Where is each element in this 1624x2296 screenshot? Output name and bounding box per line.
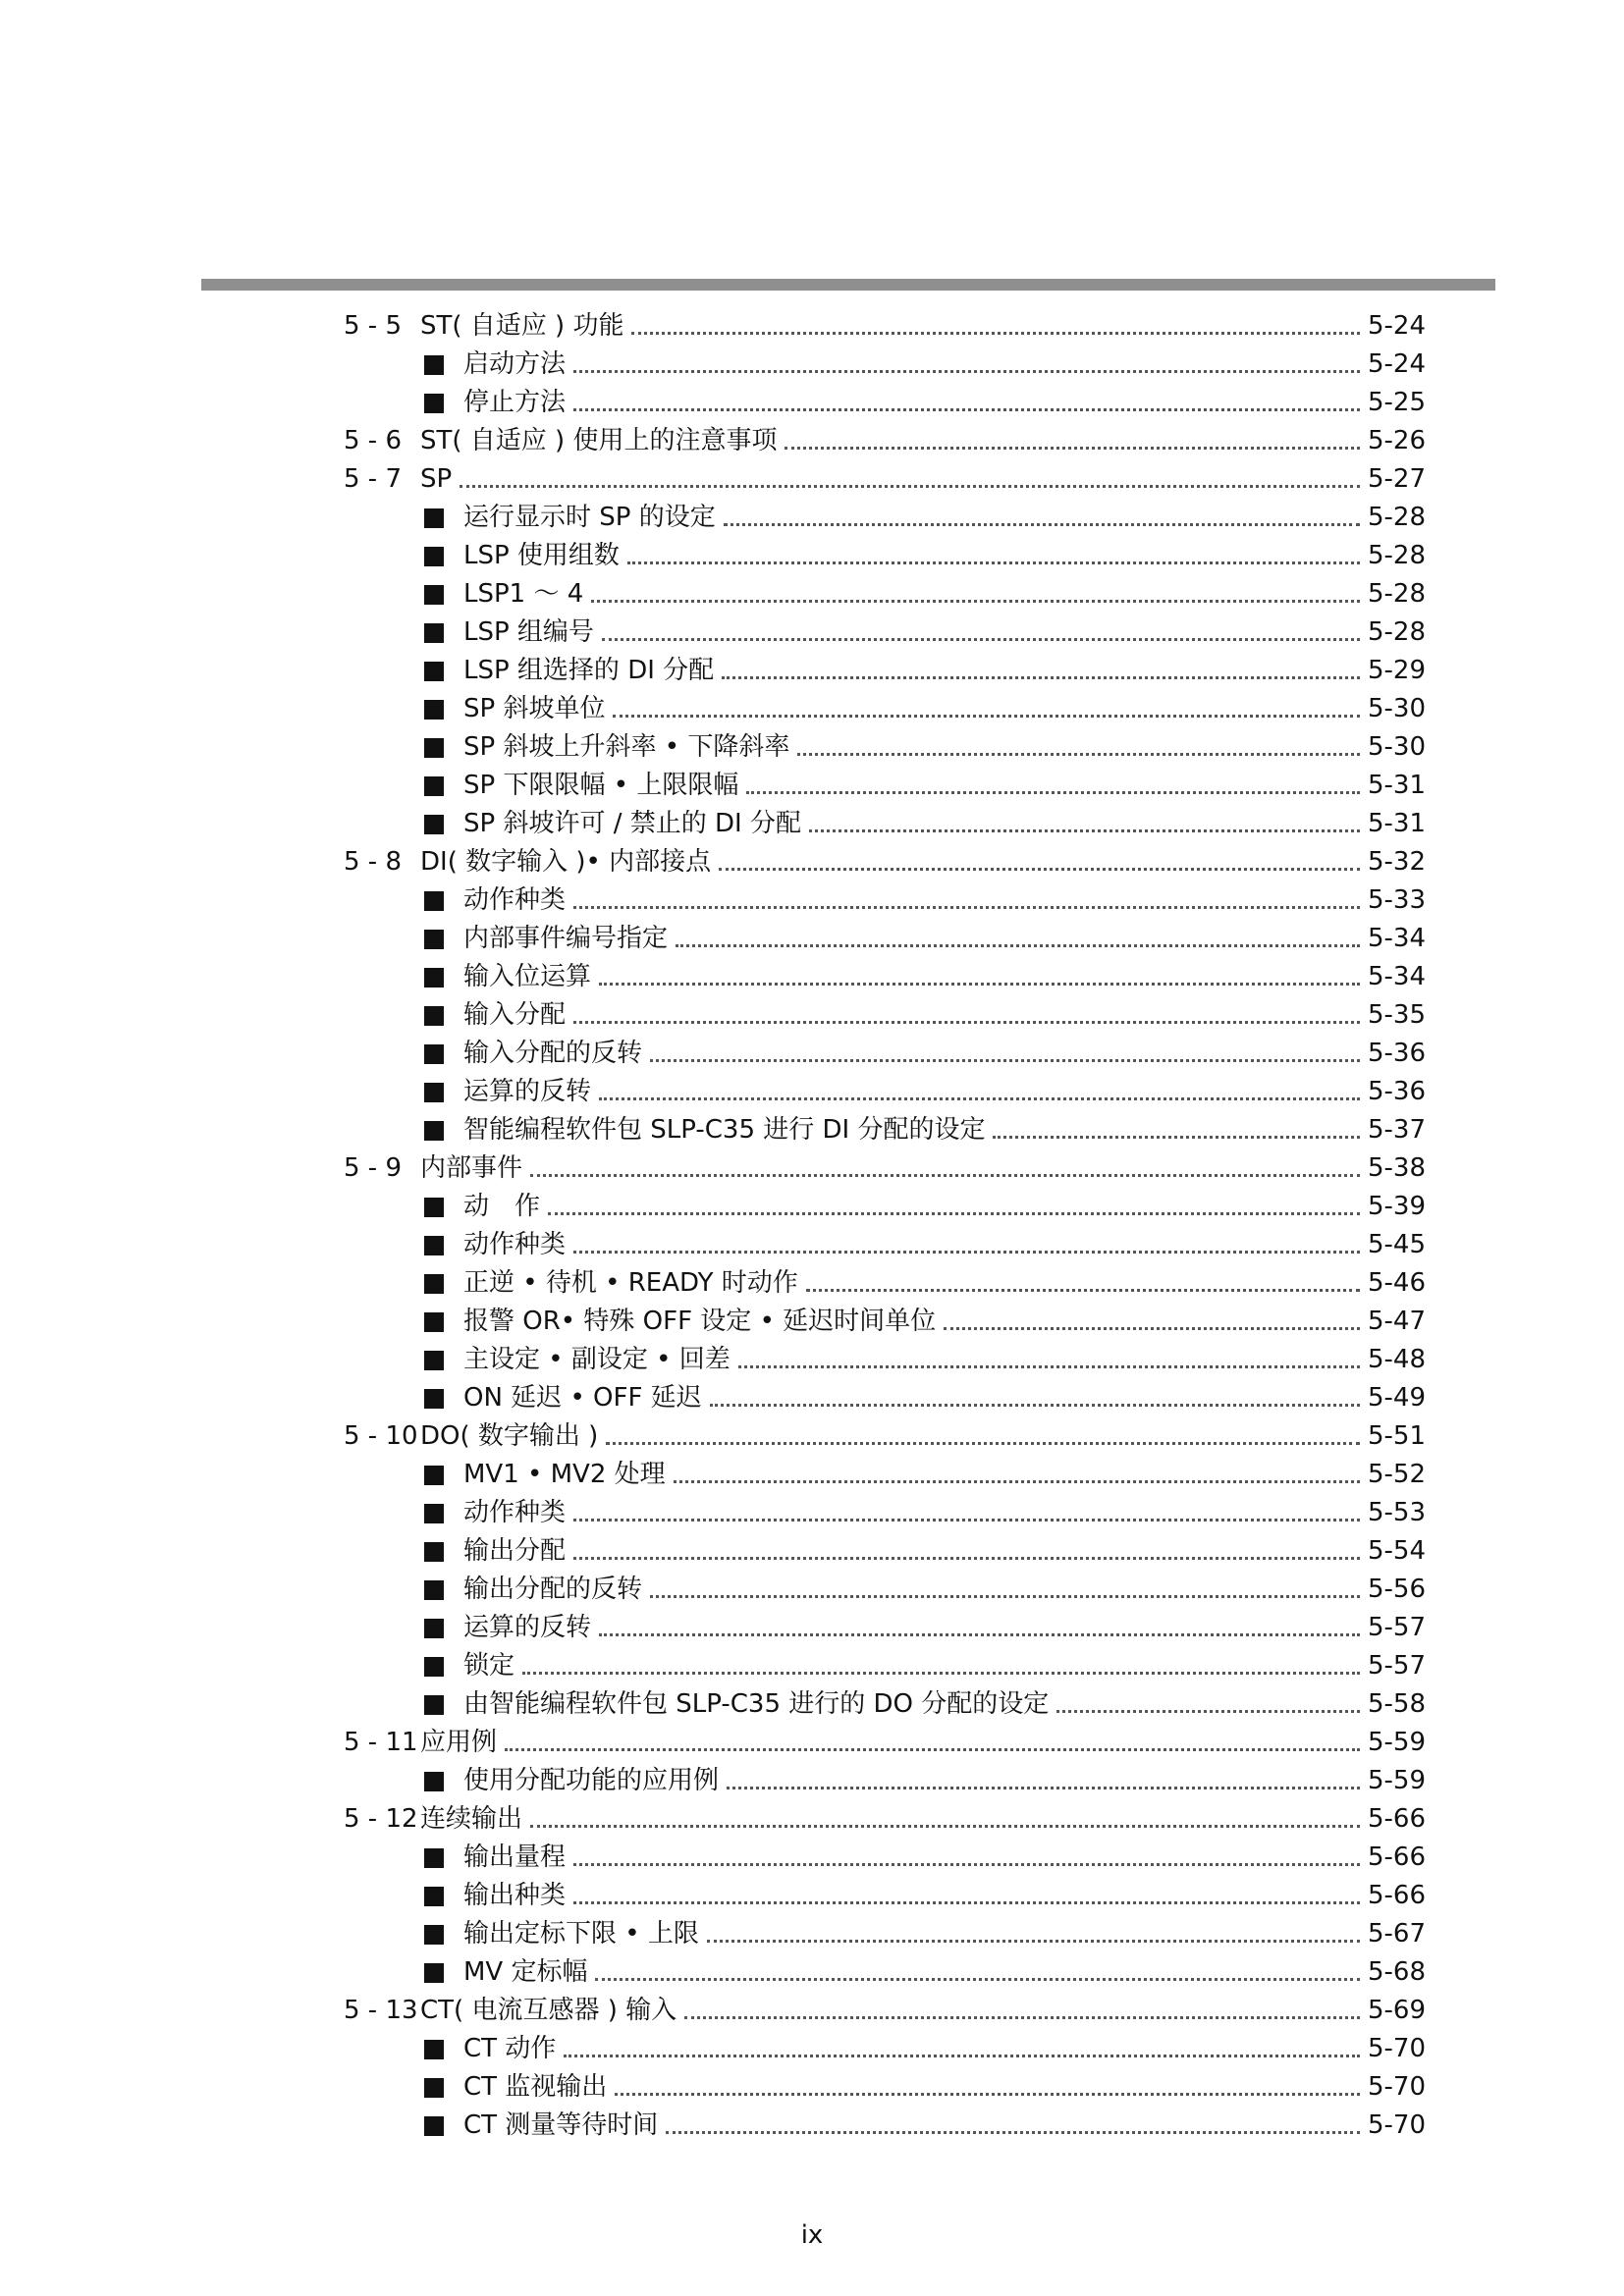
toc-subsection-entry[interactable] <box>0 1571 1624 1609</box>
dot-leader <box>460 485 1360 488</box>
entry-page-number: 5-34 <box>1367 962 1426 991</box>
dot-leader <box>674 1480 1360 1483</box>
entry-line <box>422 1039 1426 1068</box>
entry-page-number: 5-45 <box>1367 1230 1426 1259</box>
toc-subsection-entry[interactable] <box>0 1685 1624 1724</box>
toc-subsection-entry[interactable] <box>0 690 1624 728</box>
entry-line <box>422 885 1426 915</box>
entry-title: 输入分配的反转 <box>463 1039 643 1068</box>
toc-subsection-entry[interactable] <box>0 1839 1624 1877</box>
dot-leader <box>615 2093 1360 2096</box>
square-bullet-icon <box>424 1887 444 1906</box>
section-number: 5 - 13 <box>344 1996 418 2025</box>
entry-page-number: 5-32 <box>1367 847 1426 877</box>
entry-line <box>422 694 1426 723</box>
entry-line <box>422 1115 1426 1145</box>
section-number: 5 - 7 <box>344 464 402 494</box>
entry-line <box>420 1728 1426 1757</box>
dot-leader <box>599 1097 1360 1100</box>
dot-leader <box>684 2016 1360 2019</box>
entry-title: 运行显示时 SP 的设定 <box>463 503 716 532</box>
entry-title: 输出分配 <box>463 1536 567 1566</box>
entry-line <box>422 1345 1426 1374</box>
entry-title: 运算的反转 <box>463 1077 592 1106</box>
toc-subsection-entry[interactable] <box>0 1188 1624 1226</box>
entry-line <box>422 1575 1426 1604</box>
toc-subsection-entry[interactable] <box>0 614 1624 652</box>
dot-leader <box>738 1365 1360 1368</box>
square-bullet-icon <box>424 394 444 413</box>
entry-title: SP 斜坡许可 / 禁止的 DI 分配 <box>463 809 801 838</box>
square-bullet-icon <box>424 930 444 949</box>
square-bullet-icon <box>424 1466 444 1485</box>
entry-title: CT 动作 <box>463 2034 557 2063</box>
entry-page-number: 5-66 <box>1367 1881 1426 1910</box>
entry-line <box>422 924 1426 953</box>
dot-leader <box>602 638 1360 641</box>
entry-title: 输出量程 <box>463 1842 567 1872</box>
entry-title: CT 监视输出 <box>463 2072 608 2102</box>
entry-line <box>422 1383 1426 1413</box>
header-rule <box>201 279 1495 291</box>
entry-page-number: 5-24 <box>1367 311 1426 341</box>
square-bullet-icon <box>424 968 444 988</box>
dot-leader <box>650 1059 1360 1062</box>
entry-page-number: 5-57 <box>1367 1613 1426 1642</box>
entry-page-number: 5-54 <box>1367 1536 1426 1566</box>
dot-leader <box>809 829 1360 832</box>
dot-leader <box>573 1021 1360 1024</box>
section-number: 5 - 8 <box>344 847 402 877</box>
section-number: 5 - 6 <box>344 426 402 455</box>
toc-subsection-entry[interactable] <box>0 1073 1624 1111</box>
entry-title: 内部事件 <box>420 1153 523 1183</box>
entry-title: 运算的反转 <box>463 1613 592 1642</box>
entry-title: 使用分配功能的应用例 <box>463 1766 720 1795</box>
dot-leader <box>944 1327 1360 1330</box>
entry-line <box>422 1881 1426 1910</box>
entry-page-number: 5-25 <box>1367 388 1426 417</box>
entry-line <box>422 1230 1426 1259</box>
entry-line <box>420 1804 1426 1834</box>
dot-leader <box>573 906 1360 909</box>
dot-leader <box>613 715 1360 718</box>
toc-section-entry[interactable] <box>0 422 1624 460</box>
entry-line <box>422 656 1426 685</box>
entry-page-number: 5-39 <box>1367 1192 1426 1221</box>
square-bullet-icon <box>424 1121 444 1141</box>
dot-leader <box>710 1404 1360 1407</box>
entry-title: ST( 自适应 ) 使用上的注意事项 <box>420 426 778 455</box>
square-bullet-icon <box>424 623 444 643</box>
dot-leader <box>666 2131 1360 2134</box>
entry-page-number: 5-70 <box>1367 2110 1426 2140</box>
square-bullet-icon <box>424 1504 444 1523</box>
entry-line <box>420 464 1426 494</box>
square-bullet-icon <box>424 738 444 758</box>
entry-page-number: 5-29 <box>1367 656 1426 685</box>
section-number: 5 - 10 <box>344 1421 418 1451</box>
entry-page-number: 5-36 <box>1367 1077 1426 1106</box>
entry-line <box>420 1421 1426 1451</box>
square-bullet-icon <box>424 1083 444 1102</box>
entry-title: 正逆 • 待机 • READY 时动作 <box>463 1268 798 1298</box>
square-bullet-icon <box>424 2078 444 2098</box>
entry-page-number: 5-35 <box>1367 1000 1426 1030</box>
toc-subsection-entry[interactable] <box>0 1532 1624 1571</box>
entry-page-number: 5-30 <box>1367 732 1426 762</box>
entry-page-number: 5-33 <box>1367 885 1426 915</box>
entry-line <box>422 349 1426 379</box>
toc-subsection-entry[interactable] <box>0 1915 1624 1953</box>
square-bullet-icon <box>424 1925 444 1945</box>
square-bullet-icon <box>424 776 444 796</box>
entry-line <box>422 1689 1426 1719</box>
entry-line <box>422 2072 1426 2102</box>
square-bullet-icon <box>424 508 444 528</box>
entry-page-number: 5-59 <box>1367 1728 1426 1757</box>
entry-line <box>422 617 1426 647</box>
entry-page-number: 5-67 <box>1367 1919 1426 1949</box>
toc-subsection-entry[interactable] <box>0 1762 1624 1800</box>
entry-title: ST( 自适应 ) 功能 <box>420 311 624 341</box>
entry-page-number: 5-28 <box>1367 617 1426 647</box>
dot-leader <box>530 1825 1360 1828</box>
entry-title: 输出定标下限 • 上限 <box>463 1919 699 1949</box>
square-bullet-icon <box>424 1044 444 1064</box>
entry-title: 输入位运算 <box>463 962 592 991</box>
entry-line <box>422 503 1426 532</box>
dot-leader <box>606 1442 1360 1445</box>
section-number: 5 - 12 <box>344 1804 418 1834</box>
entry-title: MV 定标幅 <box>463 1957 588 1987</box>
dot-leader <box>785 447 1360 450</box>
dot-leader <box>719 868 1360 871</box>
entry-title: DI( 数字输入 )• 内部接点 <box>420 847 712 877</box>
page-number: ix <box>800 2220 824 2250</box>
toc-subsection-entry[interactable] <box>0 1647 1624 1685</box>
entry-line <box>420 1153 1426 1183</box>
dot-leader <box>631 332 1360 335</box>
entry-title: LSP 组选择的 DI 分配 <box>463 656 715 685</box>
square-bullet-icon <box>424 662 444 681</box>
toc-section-entry[interactable] <box>0 843 1624 881</box>
square-bullet-icon <box>424 1542 444 1562</box>
toc-subsection-entry[interactable] <box>0 1264 1624 1303</box>
toc-subsection-entry[interactable] <box>0 1111 1624 1149</box>
toc-subsection-entry[interactable] <box>0 2030 1624 2068</box>
dot-leader <box>573 1519 1360 1522</box>
entry-line <box>422 579 1426 609</box>
toc-subsection-entry[interactable] <box>0 652 1624 690</box>
square-bullet-icon <box>424 1657 444 1677</box>
entry-page-number: 5-48 <box>1367 1345 1426 1374</box>
entry-page-number: 5-66 <box>1367 1842 1426 1872</box>
toc-subsection-entry[interactable] <box>0 1035 1624 1073</box>
entry-title: ON 延迟 • OFF 延迟 <box>463 1383 702 1413</box>
entry-title: SP 斜坡上升斜率 • 下降斜率 <box>463 732 790 762</box>
toc-subsection-entry[interactable] <box>0 537 1624 575</box>
entry-page-number: 5-31 <box>1367 771 1426 800</box>
entry-title: 由智能编程软件包 SLP-C35 进行的 DO 分配的设定 <box>463 1689 1050 1719</box>
entry-title: 连续输出 <box>420 1804 523 1834</box>
dot-leader <box>530 1174 1360 1177</box>
entry-page-number: 5-31 <box>1367 809 1426 838</box>
toc-subsection-entry[interactable] <box>0 1609 1624 1647</box>
entry-line <box>422 1000 1426 1030</box>
entry-title: 动作种类 <box>463 885 567 915</box>
entry-title: 动 作 <box>463 1192 541 1221</box>
entry-page-number: 5-49 <box>1367 1383 1426 1413</box>
dot-leader <box>806 1289 1360 1292</box>
entry-line <box>422 1919 1426 1949</box>
entry-title: 输入分配 <box>463 1000 567 1030</box>
toc-section-entry[interactable] <box>0 1149 1624 1188</box>
toc-subsection-entry[interactable] <box>0 1494 1624 1532</box>
toc-section-entry[interactable] <box>0 1992 1624 2030</box>
square-bullet-icon <box>424 1580 444 1600</box>
entry-line <box>422 1957 1426 1987</box>
dot-leader <box>573 370 1360 373</box>
dot-leader <box>727 1787 1360 1789</box>
square-bullet-icon <box>424 2040 444 2059</box>
dot-leader <box>591 600 1360 603</box>
entry-page-number: 5-38 <box>1367 1153 1426 1183</box>
entry-title: 智能编程软件包 SLP-C35 进行 DI 分配的设定 <box>463 1115 986 1145</box>
toc-subsection-entry[interactable] <box>0 728 1624 767</box>
entry-title: SP 下限限幅 • 上限限幅 <box>463 771 739 800</box>
toc-section-entry[interactable] <box>0 1724 1624 1762</box>
entry-line <box>422 1460 1426 1489</box>
entry-line <box>422 1498 1426 1527</box>
entry-line <box>422 1842 1426 1872</box>
entry-line <box>422 1192 1426 1221</box>
square-bullet-icon <box>424 355 444 375</box>
entry-title: 输出分配的反转 <box>463 1575 643 1604</box>
toc-subsection-entry[interactable] <box>0 881 1624 920</box>
toc-subsection-entry[interactable] <box>0 575 1624 614</box>
entry-page-number: 5-46 <box>1367 1268 1426 1298</box>
entry-page-number: 5-59 <box>1367 1766 1426 1795</box>
entry-page-number: 5-27 <box>1367 464 1426 494</box>
entry-page-number: 5-28 <box>1367 503 1426 532</box>
toc-subsection-entry[interactable] <box>0 1226 1624 1264</box>
entry-page-number: 5-28 <box>1367 541 1426 570</box>
entry-title: 内部事件编号指定 <box>463 924 669 953</box>
entry-line <box>422 771 1426 800</box>
entry-title: 输出种类 <box>463 1881 567 1910</box>
dot-leader <box>797 753 1360 756</box>
entry-title: 报警 OR• 特殊 OFF 设定 • 延迟时间单位 <box>463 1307 937 1336</box>
entry-title: SP <box>420 464 453 494</box>
square-bullet-icon <box>424 1848 444 1868</box>
dot-leader <box>573 1557 1360 1560</box>
toc-subsection-entry[interactable] <box>0 1877 1624 1915</box>
dot-leader <box>627 561 1360 564</box>
toc-subsection-entry[interactable] <box>0 2068 1624 2107</box>
table-of-contents <box>0 307 1624 2145</box>
section-number: 5 - 11 <box>344 1728 418 1757</box>
entry-page-number: 5-68 <box>1367 1957 1426 1987</box>
entry-title: 应用例 <box>420 1728 498 1757</box>
entry-title: LSP 组编号 <box>463 617 594 647</box>
entry-title: LSP 使用组数 <box>463 541 620 570</box>
entry-page-number: 5-66 <box>1367 1804 1426 1834</box>
entry-title: 停止方法 <box>463 388 567 417</box>
square-bullet-icon <box>424 547 444 566</box>
toc-subsection-entry[interactable] <box>0 958 1624 996</box>
dot-leader <box>599 983 1360 986</box>
entry-page-number: 5-52 <box>1367 1460 1426 1489</box>
dot-leader <box>595 1978 1360 1981</box>
toc-subsection-entry[interactable] <box>0 384 1624 422</box>
entry-page-number: 5-57 <box>1367 1651 1426 1681</box>
entry-title: 主设定 • 副设定 • 回差 <box>463 1345 731 1374</box>
section-number: 5 - 5 <box>344 311 402 341</box>
section-number: 5 - 9 <box>344 1153 402 1183</box>
dot-leader <box>573 1863 1360 1866</box>
square-bullet-icon <box>424 1236 444 1255</box>
square-bullet-icon <box>424 1198 444 1217</box>
entry-page-number: 5-70 <box>1367 2034 1426 2063</box>
dot-leader <box>573 1251 1360 1254</box>
entry-page-number: 5-56 <box>1367 1575 1426 1604</box>
entry-page-number: 5-36 <box>1367 1039 1426 1068</box>
square-bullet-icon <box>424 1006 444 1026</box>
square-bullet-icon <box>424 585 444 605</box>
entry-page-number: 5-53 <box>1367 1498 1426 1527</box>
toc-subsection-entry[interactable] <box>0 996 1624 1035</box>
square-bullet-icon <box>424 815 444 834</box>
dot-leader <box>522 1672 1360 1675</box>
square-bullet-icon <box>424 1274 444 1294</box>
entry-title: 锁定 <box>463 1651 515 1681</box>
square-bullet-icon <box>424 1312 444 1332</box>
toc-subsection-entry[interactable] <box>0 1379 1624 1417</box>
dot-leader <box>707 1940 1360 1943</box>
entry-line <box>422 388 1426 417</box>
toc-subsection-entry[interactable] <box>0 1341 1624 1379</box>
dot-leader <box>722 676 1360 679</box>
toc-subsection-entry[interactable] <box>0 1456 1624 1494</box>
dot-leader <box>724 523 1360 526</box>
toc-section-entry[interactable] <box>0 1417 1624 1456</box>
dot-leader <box>993 1136 1360 1139</box>
square-bullet-icon <box>424 1963 444 1983</box>
entry-title: 动作种类 <box>463 1498 567 1527</box>
square-bullet-icon <box>424 1351 444 1370</box>
entry-page-number: 5-51 <box>1367 1421 1426 1451</box>
entry-line <box>420 311 1426 341</box>
entry-line <box>422 1307 1426 1336</box>
square-bullet-icon <box>424 1695 444 1715</box>
dot-leader <box>676 944 1360 947</box>
dot-leader <box>573 408 1360 411</box>
toc-subsection-entry[interactable] <box>0 346 1624 384</box>
dot-leader <box>650 1595 1360 1598</box>
entry-line <box>420 847 1426 877</box>
entry-title: LSP1 ～ 4 <box>463 579 584 609</box>
dot-leader <box>564 2055 1360 2057</box>
square-bullet-icon <box>424 700 444 720</box>
toc-subsection-entry[interactable] <box>0 1303 1624 1341</box>
entry-title: CT( 电流互感器 ) 输入 <box>420 1996 677 2025</box>
dot-leader <box>573 1901 1360 1904</box>
entry-title: CT 测量等待时间 <box>463 2110 659 2140</box>
toc-section-entry[interactable] <box>0 1800 1624 1839</box>
square-bullet-icon <box>424 1389 444 1409</box>
entry-line <box>422 809 1426 838</box>
toc-section-entry[interactable] <box>0 307 1624 346</box>
square-bullet-icon <box>424 1619 444 1638</box>
entry-page-number: 5-70 <box>1367 2072 1426 2102</box>
square-bullet-icon <box>424 2116 444 2136</box>
entry-page-number: 5-69 <box>1367 1996 1426 2025</box>
entry-page-number: 5-37 <box>1367 1115 1426 1145</box>
toc-subsection-entry[interactable] <box>0 2107 1624 2145</box>
entry-line <box>420 426 1426 455</box>
toc-subsection-entry[interactable] <box>0 920 1624 958</box>
dot-leader <box>548 1212 1360 1215</box>
entry-page-number: 5-34 <box>1367 924 1426 953</box>
square-bullet-icon <box>424 1772 444 1791</box>
entry-line <box>422 2110 1426 2140</box>
entry-line <box>422 1613 1426 1642</box>
entry-line <box>422 1077 1426 1106</box>
toc-subsection-entry[interactable] <box>0 805 1624 843</box>
entry-line <box>422 541 1426 570</box>
entry-line <box>422 732 1426 762</box>
entry-page-number: 5-30 <box>1367 694 1426 723</box>
entry-page-number: 5-58 <box>1367 1689 1426 1719</box>
entry-page-number: 5-26 <box>1367 426 1426 455</box>
toc-subsection-entry[interactable] <box>0 1953 1624 1992</box>
entry-line <box>422 1651 1426 1681</box>
dot-leader <box>1056 1710 1360 1713</box>
entry-title: DO( 数字输出 ) <box>420 1421 599 1451</box>
dot-leader <box>599 1633 1360 1636</box>
entry-title: SP 斜坡单位 <box>463 694 606 723</box>
entry-title: 动作种类 <box>463 1230 567 1259</box>
entry-page-number: 5-24 <box>1367 349 1426 379</box>
entry-line <box>422 1268 1426 1298</box>
toc-subsection-entry[interactable] <box>0 499 1624 537</box>
toc-section-entry[interactable] <box>0 460 1624 499</box>
square-bullet-icon <box>424 891 444 911</box>
dot-leader <box>746 791 1360 794</box>
entry-line <box>420 1996 1426 2025</box>
entry-line <box>422 2034 1426 2063</box>
entry-line <box>422 1766 1426 1795</box>
entry-page-number: 5-28 <box>1367 579 1426 609</box>
entry-page-number: 5-47 <box>1367 1307 1426 1336</box>
dot-leader <box>505 1748 1360 1751</box>
entry-title: 启动方法 <box>463 349 567 379</box>
entry-line <box>422 962 1426 991</box>
entry-title: MV1 • MV2 处理 <box>463 1460 666 1489</box>
toc-subsection-entry[interactable] <box>0 767 1624 805</box>
entry-line <box>422 1536 1426 1566</box>
